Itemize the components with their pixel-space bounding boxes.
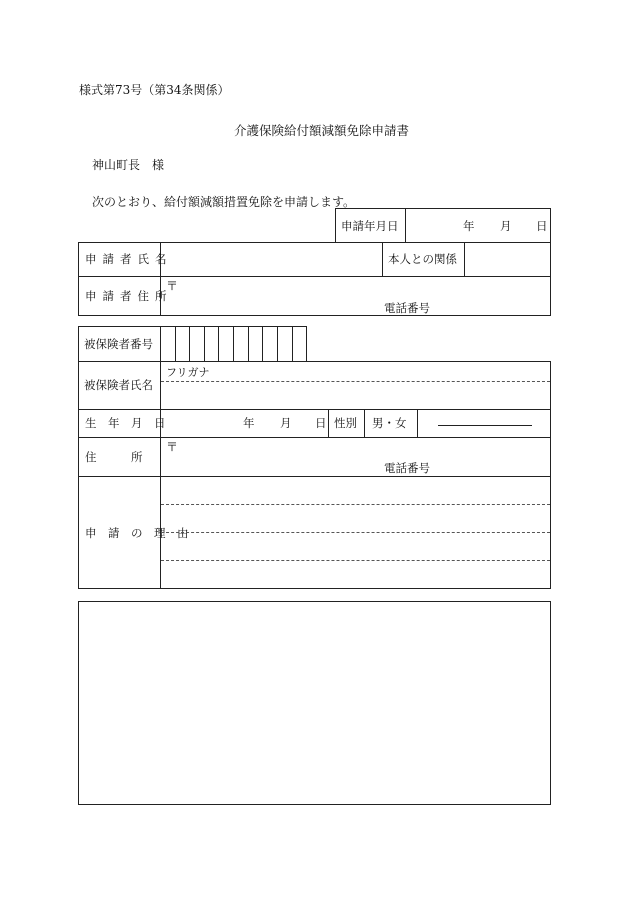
insured-number-box-divider: [218, 326, 219, 362]
relation-label: 本人との関係: [388, 252, 457, 266]
form-title: 介護保険給付額減額免除申請書: [234, 123, 410, 138]
birthdate-label: 生 年 月 日: [85, 416, 166, 430]
relation-field[interactable]: [469, 246, 547, 272]
insured-number-box-divider: [277, 326, 278, 362]
insured-address-label: 住 所: [85, 449, 143, 464]
application-date-label: 申請年月日: [341, 218, 399, 233]
applicant-address-label: 申請者住所: [85, 289, 173, 303]
applicant-phone-label: 電話番号: [384, 301, 430, 315]
furigana-label: フリガナ: [166, 366, 210, 379]
application-day-unit: 日: [536, 218, 548, 233]
form-number: 様式第73号（第34条関係）: [79, 83, 230, 97]
gender-label: 性別: [334, 416, 357, 430]
insured-phone-label: 電話番号: [384, 461, 430, 475]
office-use-box: [78, 601, 551, 805]
application-year-field[interactable]: [412, 212, 452, 238]
reason-label: 申 請 の 理 由: [85, 525, 189, 540]
insured-number-box-divider: [262, 326, 263, 362]
insured-name-label: 被保険者氏名: [84, 378, 153, 392]
age-blank-line: [438, 425, 532, 426]
applicant-name-label: 申請者氏名: [85, 252, 173, 266]
furigana-divider: [161, 381, 550, 382]
insured-number-box-divider: [233, 326, 234, 362]
insured-number-box-divider: [189, 326, 190, 362]
insured-name-field[interactable]: [166, 385, 546, 405]
insured-number-box-divider: [292, 326, 293, 362]
gender-options[interactable]: 男・女: [372, 416, 407, 430]
birth-year-unit: 年: [243, 416, 255, 430]
birth-month-unit: 月: [280, 416, 292, 430]
birth-day-unit: 日: [315, 416, 327, 430]
insured-number-box-divider: [204, 326, 205, 362]
insured-number-box-divider: [175, 326, 176, 362]
addressee: 神山町長 様: [92, 158, 165, 172]
applicant-name-field[interactable]: [165, 246, 377, 272]
insured-number-box-divider: [248, 326, 249, 362]
reason-field[interactable]: [166, 480, 546, 584]
insured-number-label: 被保険者番号: [84, 337, 153, 351]
intro-text: 次のとおり、給付額減額措置免除を申請します。: [92, 195, 356, 209]
application-year-unit: 年: [463, 218, 475, 233]
insured-address-field[interactable]: [180, 441, 540, 459]
applicant-postal-mark: 〒: [166, 279, 179, 293]
insured-postal-mark: 〒: [166, 440, 179, 454]
applicant-address-field[interactable]: [180, 280, 540, 298]
application-month-unit: 月: [500, 218, 512, 233]
